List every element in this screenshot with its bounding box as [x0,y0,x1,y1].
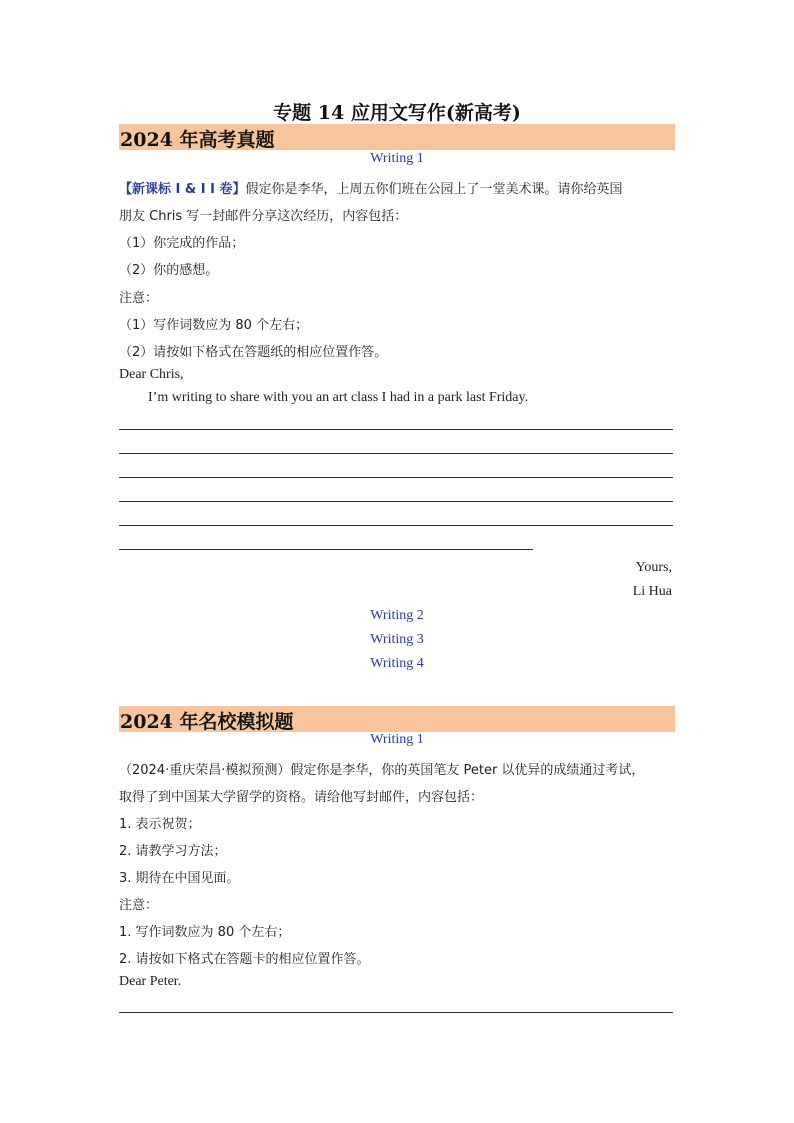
note-label: 注意： [119,291,159,306]
answer-line [119,453,673,454]
mock-note-1: 1. 写作词数应为 80 个左右； [119,925,291,940]
page-title: 专题 14 应用文写作(新高考) [273,102,521,124]
answer-line [119,501,673,502]
prompt-line-1 [119,178,623,197]
mock-content-point-1: 1. 表示祝贺； [119,817,201,832]
prompt-line-2: 朋友 Chris 写一封邮件分享这次经历，内容包括： [119,209,408,224]
section-heading-gaokao [119,124,675,150]
mock-content-point-2: 2. 请教学习方法； [119,844,227,859]
mock-note-2: 2. 请按如下格式在答题卡的相应位置作答。 [119,952,370,967]
mock-content-point-3: 3. 期待在中国见面。 [119,871,240,886]
writing-4-link[interactable]: Writing 4 [370,656,424,671]
section-heading-mock [119,706,675,732]
prompt-text-1: 假定你是李华，上周五你们班在公园上了一堂美术课。请你给英国 [245,182,623,197]
writing-1-link[interactable]: Writing 1 [370,151,424,166]
answer-line [119,1012,673,1013]
mock-prompt-line-1: （2024·重庆荣昌·模拟预测）假定你是李华，你的英国笔友 Peter 以优异的成绩通过考试， [119,763,645,778]
note-2: （2）请按如下格式在答题纸的相应位置作答。 [119,345,388,360]
opening-sentence: I’m writing to share with you an art class I had in a park last Friday. [148,390,529,405]
closing: Yours, [635,560,672,575]
answer-line [119,429,673,430]
exam-tag: 【新课标 I & I I 卷】 [119,182,246,197]
mock-prompt-line-2: 取得了到中国某大学留学的资格。请给他写封邮件，内容包括： [119,790,484,805]
answer-line [119,549,533,550]
section-heading-text: 2024 年名校模拟题 [120,711,294,733]
mock-note-label: 注意： [119,898,159,913]
salutation: Dear Chris, [119,367,184,382]
section-heading-text: 2024 年高考真题 [120,129,275,151]
writing-3-link[interactable]: Writing 3 [370,632,424,647]
answer-line [119,525,673,526]
content-point-1: （1）你完成的作品； [119,236,245,251]
note-1: （1）写作词数应为 80 个左右； [119,318,309,333]
signature: Li Hua [632,584,672,599]
mock-writing-1-link[interactable]: Writing 1 [370,732,424,747]
content-point-2: （2）你的感想。 [119,263,219,278]
mock-salutation: Dear Peter. [119,974,182,989]
writing-2-link[interactable]: Writing 2 [370,608,424,623]
answer-line [119,477,673,478]
